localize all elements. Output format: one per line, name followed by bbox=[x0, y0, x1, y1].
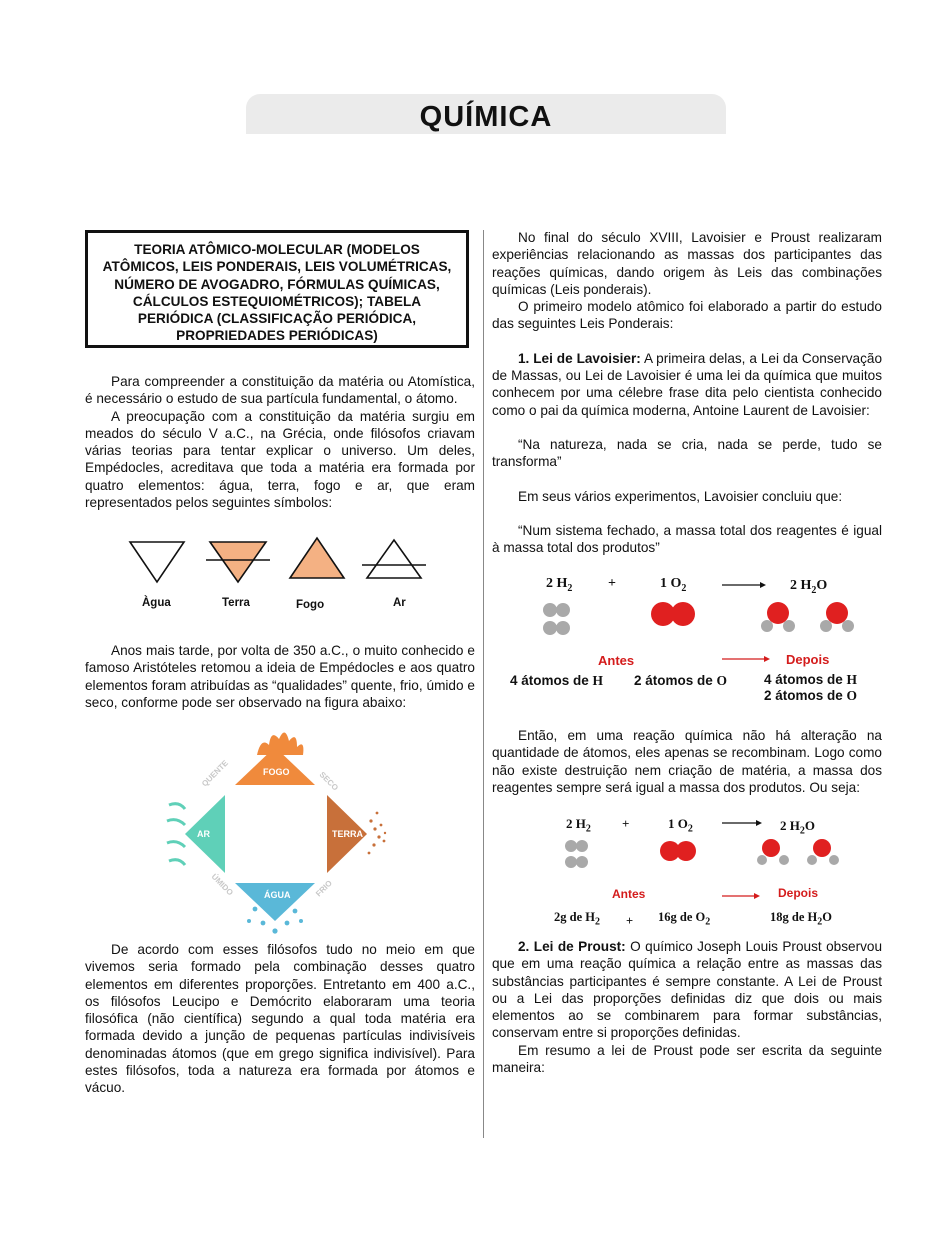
paragraph: Então, em uma reação química não há alteração na quantidade de átomos, eles apenas se recombinam. Logo como não existe destruição nem criação de matéria, a massa dos reagentes sempre será igual a massa dos produtos. Ou seja: bbox=[492, 728, 882, 795]
paragraph: Em resumo a lei de Proust pode ser escrita da seguinte maneira: bbox=[492, 1042, 882, 1076]
proust-law-paragraph bbox=[492, 938, 882, 1042]
oxygen-molecule-icon bbox=[651, 602, 695, 626]
lavoisier-law-text: A primeira delas, a Lei da Conservação de Massas, ou Lei de Lavoisier é uma lei da química que muitos conhecem por uma célebre frase dita pelo cientista conhecido como o pai da química moderna, Antoine Laurent de Lavoisier: bbox=[492, 350, 883, 418]
fire-symbol bbox=[290, 538, 344, 578]
paragraph: O primeiro modelo atômico foi elaborado a partir do estudo das seguintes Leis Ponderais: bbox=[492, 299, 882, 332]
element-symbols-svg bbox=[120, 532, 440, 592]
plus-sign: + bbox=[622, 816, 630, 831]
left-column-aristotle bbox=[85, 642, 475, 711]
paragraph: No final do século XVIII, Lavoisier e Proust realizaram experiências relacionando as massas dos participantes das reações químicas, dando origem às Leis das combinações químicas (Leis ponderais). bbox=[492, 230, 882, 297]
quality-humid: ÚMIDO bbox=[209, 872, 235, 898]
earth-symbol bbox=[210, 542, 266, 582]
paragraph: A preocupação com a constituição da matéria surgiu em meados do século V a.C., na Grécia, onde filósofos criavam várias teorias para tentar explicar o universo. Um deles, Empédocles, acreditava que toda a matéria era formada por quatro elementos: água, terra, fogo e ar, que eram representados pelos seguintes símbolos: bbox=[85, 408, 475, 511]
right-column-conclusion bbox=[492, 727, 882, 796]
page-header bbox=[246, 94, 726, 134]
water-molecules-icon bbox=[757, 839, 839, 865]
paragraph: Anos mais tarde, por volta de 350 a.C., o muito conhecido e famoso Aristóteles retomou a ideia de Empédocles e aos quatro elementos foram atribuídas as “qualidades” quente, frio, úmido e seco, conforme pode ser observado na figura abaixo: bbox=[85, 643, 475, 710]
before-label: Antes bbox=[598, 653, 635, 668]
air-label: Ar bbox=[393, 597, 406, 609]
left-column-atomists bbox=[85, 941, 475, 1097]
oxygen-mass: 16g de $O_2$ bbox=[658, 910, 711, 928]
reactant-h2: 2 $H_2$ bbox=[566, 816, 591, 835]
paragraph: Em seus vários experimentos, Lavoisier concluiu que: bbox=[518, 488, 843, 504]
reaction-molecules-svg-2 bbox=[500, 820, 880, 905]
reaction-molecules-svg bbox=[500, 582, 880, 662]
fire-diagram-label: FOGO bbox=[263, 767, 290, 777]
aristotle-diagram bbox=[165, 725, 395, 937]
before-label: Antes bbox=[612, 887, 646, 901]
earth-dots-icon bbox=[368, 812, 387, 855]
oxygen-molecule-icon bbox=[660, 841, 696, 861]
after-label: Depois bbox=[778, 886, 819, 900]
quality-dry: SECO bbox=[317, 770, 340, 793]
earth-label: Terra bbox=[222, 597, 250, 609]
water-label: Àgua bbox=[142, 597, 171, 609]
right-column-laws bbox=[492, 229, 882, 556]
page-title: QUÍMICA bbox=[419, 101, 553, 133]
hydrogen-molecules-icon bbox=[565, 840, 588, 868]
lavoisier-law-paragraph bbox=[492, 350, 882, 419]
reaction-figure-1 bbox=[500, 572, 880, 707]
h-atoms-before: 4 átomos de H bbox=[510, 673, 604, 688]
air-wind-icon bbox=[167, 804, 185, 865]
paragraph: De acordo com esses filósofos tudo no meio em que vivemos seria formado pela combinação desses quatro elementos em diferentes proporções. Entretanto em 400 a.C., os filósofos Leucipo e Demócrito elaboraram uma teoria filosófica (não científica) segundo a qual toda matéria era formada devido a junção de pequenas partículas indivisíveis denominadas átomos (que em grego significa indivisível). Para estes filósofos, toda a natureza era formada por átomos e vácuo. bbox=[85, 942, 475, 1096]
hydrogen-molecules-icon bbox=[543, 603, 570, 635]
water-diagram-label: ÁGUA bbox=[264, 890, 291, 900]
reaction-figure-2 bbox=[500, 814, 880, 929]
reactant-o2: 1 $O_2$ bbox=[668, 816, 693, 835]
topic-box: TEORIA ATÔMICO-MOLECULAR (MODELOS ATÔMICOS, LEIS PONDERAIS, LEIS VOLUMÉTRICAS, NÚMERO DE AVOGADRO, FÓRMULAS QUÍMICAS, CÁLCULOS ESTEQUIOMÉTRICOS); TABELA PERIÓDICA (CLASSIFICAÇÃO PERIÓDICA, PROPRIEDADES PERIÓDICAS) bbox=[85, 230, 469, 348]
fire-flame-icon bbox=[257, 732, 303, 755]
left-column-intro bbox=[85, 373, 475, 511]
o-atoms-before: 2 átomos de O bbox=[634, 673, 728, 688]
air-diagram-label: AR bbox=[197, 829, 210, 839]
paragraph: Para compreender a constituição da matéria ou Atomística, é necessário o estudo de sua partícula fundamental, o átomo. bbox=[85, 374, 475, 407]
product-h2o: 2 $H_2O$ bbox=[790, 578, 828, 596]
fire-label: Fogo bbox=[296, 599, 325, 611]
air-symbol bbox=[367, 540, 421, 578]
after-label: Depois bbox=[786, 652, 830, 667]
quality-hot: QUENTE bbox=[200, 758, 230, 789]
right-column-proust bbox=[492, 938, 882, 1076]
proust-law-title: 2. Lei de Proust: bbox=[518, 939, 626, 954]
reactant-o2: 1 $O_2$ bbox=[660, 576, 687, 594]
earth-diagram-label: TERRA bbox=[332, 829, 363, 839]
reactant-h2: 2 $H_2$ bbox=[546, 576, 573, 594]
element-symbols-figure bbox=[120, 532, 440, 617]
aristotle-diagram-svg bbox=[165, 725, 395, 937]
plus-sign: + bbox=[608, 576, 616, 591]
h-atoms-after: 4 átomos de H bbox=[764, 672, 858, 687]
product-h2o: 2 $H_2O$ bbox=[780, 818, 815, 837]
quality-cold: FRIO bbox=[314, 878, 334, 899]
proust-law-text: O químico Joseph Louis Proust observou que em uma reação química a relação entre as massas das substâncias participantes é sempre constante. A Lei de Proust ou a Lei das proporções definidas diz que dois ou mais elementos ao se combinarem para formar substâncias, conservam entre si proporções definidas. bbox=[492, 939, 883, 1041]
o-atoms-after: 2 átomos de O bbox=[764, 688, 858, 703]
lavoisier-law-title: 1. Lei de Lavoisier: bbox=[518, 350, 641, 366]
water-symbol bbox=[130, 542, 184, 582]
hydrogen-mass: 2g de $H_2$ bbox=[554, 910, 600, 928]
plus-sign-mass: + bbox=[626, 914, 634, 928]
column-divider bbox=[483, 230, 484, 1138]
water-molecules-icon bbox=[761, 602, 854, 632]
water-triangle bbox=[235, 883, 315, 921]
water-mass: 18g de $H_2O$ bbox=[770, 910, 832, 928]
lavoisier-quote: “Na natureza, nada se cria, nada se perde, tudo se transforma” bbox=[492, 436, 882, 470]
conservation-quote: “Num sistema fechado, a massa total dos reagentes é igual à massa total dos produtos” bbox=[492, 522, 882, 556]
